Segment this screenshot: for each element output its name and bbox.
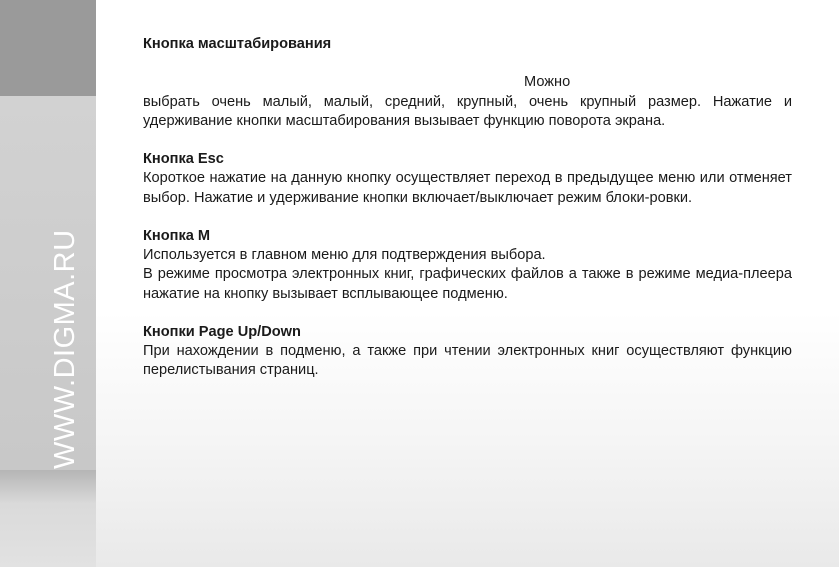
sidebar-middle-block [0, 96, 96, 470]
section-paragraph: Можно [524, 74, 571, 91]
site-url-watermark: WWW.DIGMA.RU [49, 229, 81, 469]
sidebar-top-block [0, 0, 96, 96]
section-esc-button [143, 150, 792, 208]
section-paragraph: При нахождении в подменю, а также при чтении электронных книг осуществляют функцию перелистывания страниц. [143, 343, 792, 379]
page-content [96, 0, 839, 567]
section-paragraph: Используется в главном меню для подтверждения выбора. [143, 247, 546, 264]
sidebar-bottom-block [0, 470, 96, 567]
section-m-button [143, 227, 792, 304]
section-heading: Кнопка M [143, 227, 211, 244]
section-paragraph: Короткое нажатие на данную кнопку осуществляет переход в предыдущее меню или отменяет выбор. Нажатие и удерживание кнопки включает/выключает режим блоки-ровки. [143, 170, 792, 206]
section-page-buttons [143, 323, 792, 381]
section-heading: Кнопка масштабирования [143, 36, 332, 52]
section-heading: Кнопка Esc [143, 151, 224, 168]
section-zoom-button [143, 35, 792, 131]
section-paragraph: В режиме просмотра электронных книг, графических файлов а также в режиме медиа-плеера нажатие на кнопку вызывает всплывающее подменю. [143, 266, 792, 302]
section-heading: Кнопки Page Up/Down [143, 323, 301, 340]
manual-text [143, 35, 792, 381]
section-paragraph: выбрать очень малый, малый, средний, крупный, очень крупный размер. Нажатие и удерживание кнопки масштабирования вызывает функцию поворота экрана. [143, 93, 792, 129]
sidebar [0, 0, 96, 567]
